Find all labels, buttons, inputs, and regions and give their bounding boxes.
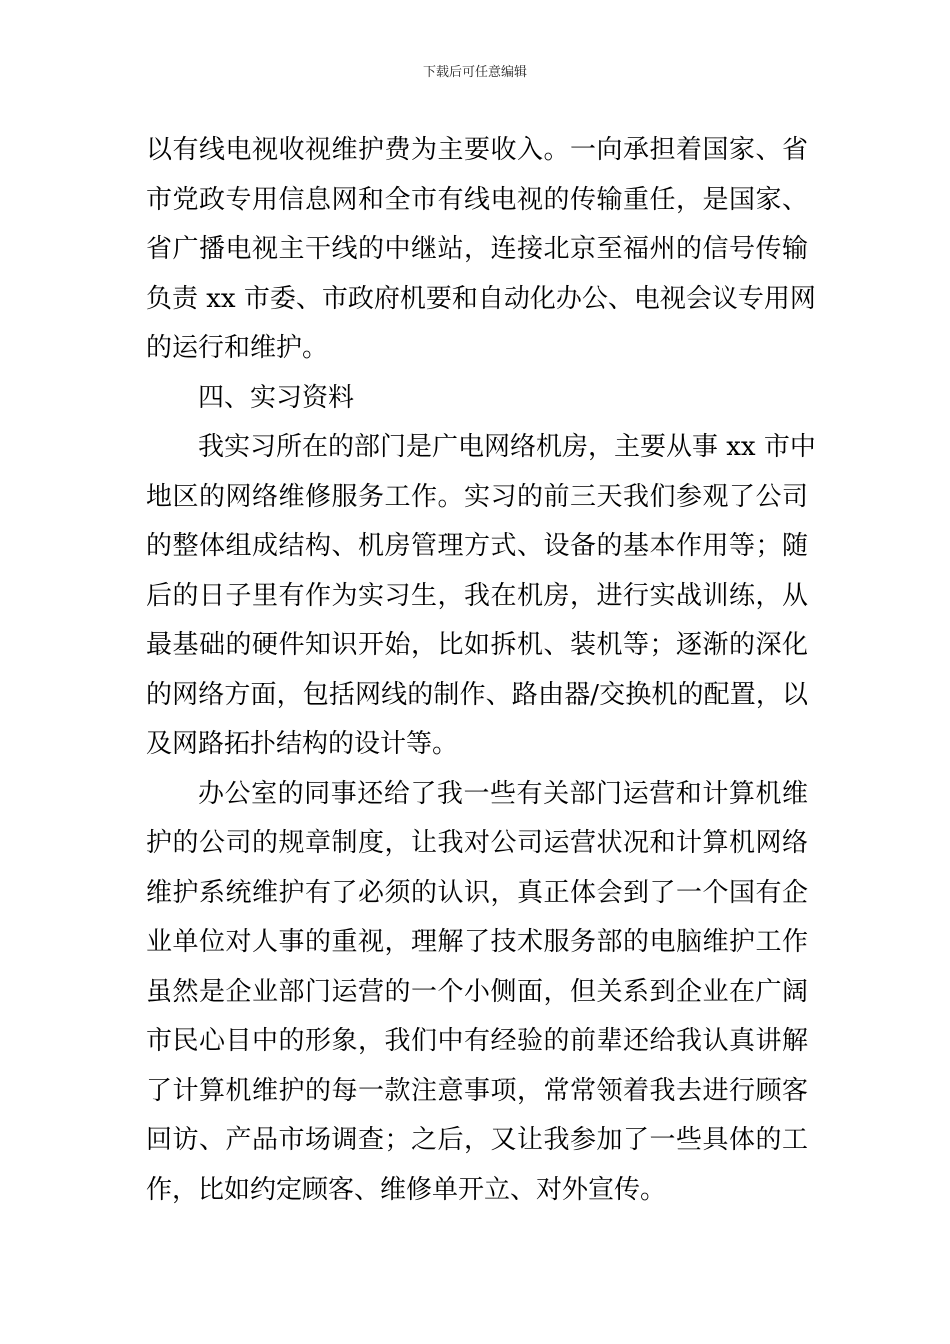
section-heading — [146, 374, 808, 424]
text-line: 市民心目中的形象，我们中有经验的前辈还给我认真讲解 — [146, 1026, 808, 1056]
text-line: 业单位对人事的重视，理解了技术服务部的电脑维护工作 — [146, 927, 808, 957]
text-line: 的网络方面，包括网线的制作、路由器/交换机的配置，以 — [146, 679, 808, 710]
text-line: 我实习所在的部门是广电网络机房，主要从事 xx 市中 — [198, 432, 816, 462]
text-line: 虽然是企业部门运营的一个小侧面，但关系到企业在广阔 — [146, 976, 808, 1007]
paragraph — [146, 423, 816, 770]
text-line: 维护系统维护有了必须的认识，真正体会到了一个国有企 — [146, 877, 808, 908]
section-heading-text: 四、实习资料 — [198, 382, 355, 413]
text-line: 护的公司的规章制度，让我对公司运营状况和计算机网络 — [146, 828, 808, 858]
text-line: 回访、产品市场调查；之后，又让我参加了一些具体的工 — [146, 1125, 808, 1155]
paragraph — [146, 126, 816, 374]
text-line: 市党政专用信息网和全市有线电视的传输重任，是国家、 — [146, 184, 808, 215]
text-line: 省广播电视主干线的中继站，连接北京至福州的信号传输 — [146, 234, 808, 264]
text-line: 及网路拓扑结构的设计等。 — [146, 729, 459, 759]
text-line: 了计算机维护的每一款注意事项，常常领着我去进行顾客 — [146, 1075, 808, 1106]
text-line: 作，比如约定顾客、维修单开立、对外宣传。 — [146, 1174, 667, 1205]
text-line: 的运行和维护。 — [146, 333, 329, 363]
text-line: 负责 xx 市委、市政府机要和自动化办公、电视会议专用网 — [146, 283, 816, 314]
text-line: 地区的网络维修服务工作。实习的前三天我们参观了公司 — [146, 481, 808, 512]
text-line: 最基础的硬件知识开始，比如拆机、装机等；逐渐的深化 — [146, 630, 808, 660]
text-line: 后的日子里有作为实习生，我在机房，进行实战训练，从 — [146, 580, 808, 611]
paragraph — [146, 770, 808, 1216]
document-body — [146, 126, 816, 1215]
page-header: 下载后可任意编辑 — [422, 65, 527, 80]
text-line: 办公室的同事还给了我一些有关部门运营和计算机维 — [198, 778, 808, 809]
text-line: 以有线电视收视维护费为主要收入。一向承担着国家、省 — [146, 135, 808, 165]
text-line: 的整体组成结构、机房管理方式、设备的基本作用等；随 — [146, 531, 808, 561]
